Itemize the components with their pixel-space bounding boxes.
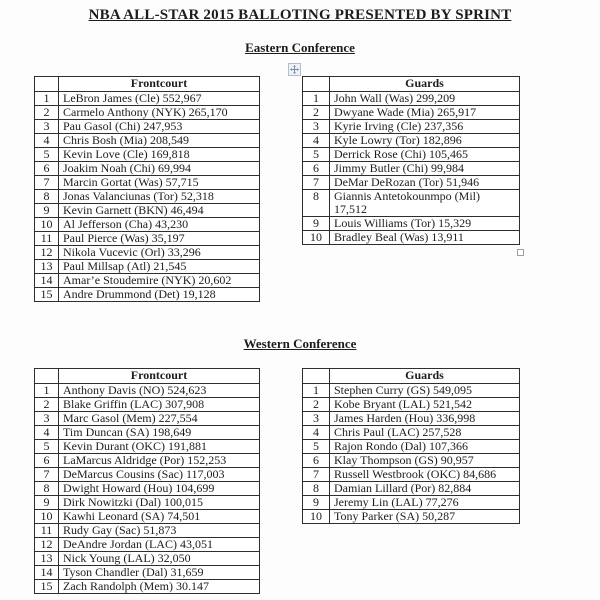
player-rank: 8: [35, 482, 59, 496]
player-rank: 3: [35, 412, 59, 426]
player-entry: Jeremy Lin (LAL) 77,276: [330, 496, 520, 510]
player-entry: Damian Lillard (Por) 82,884: [330, 482, 520, 496]
player-rank: 6: [35, 454, 59, 468]
player-entry: Kawhi Leonard (SA) 74,501: [59, 510, 260, 524]
player-entry: Tim Duncan (SA) 198,649: [59, 426, 260, 440]
player-rank: 11: [35, 232, 59, 246]
move-icon: [290, 65, 299, 74]
table-row: [35, 120, 260, 134]
player-entry: Marc Gasol (Mem) 227,554: [59, 412, 260, 426]
table-row: [35, 134, 260, 148]
table-row: [35, 426, 260, 440]
player-entry: Jimmy Butler (Chi) 99,984: [330, 162, 520, 176]
table-row: [35, 440, 260, 454]
table-row: [303, 440, 520, 454]
table-row: [303, 217, 520, 231]
player-entry: John Wall (Was) 299,209: [330, 92, 520, 106]
table-row: [35, 204, 260, 218]
table-row: [35, 106, 260, 120]
player-rank: 1: [303, 384, 330, 398]
table-row: [303, 426, 520, 440]
player-rank: 2: [35, 106, 59, 120]
player-rank: 12: [35, 246, 59, 260]
player-entry: James Harden (Hou) 336,998: [330, 412, 520, 426]
player-rank: 7: [303, 176, 330, 190]
table-row: [35, 538, 260, 552]
east-frontcourt-column-header: Frontcourt: [59, 77, 260, 92]
player-rank: 13: [35, 260, 59, 274]
player-rank: 8: [35, 190, 59, 204]
west-guards-table: [302, 368, 520, 524]
table-header-row: [35, 77, 260, 92]
table-row: [35, 454, 260, 468]
table-row: [35, 566, 260, 580]
player-entry: Russell Westbrook (OKC) 84,686: [330, 468, 520, 482]
table-row: [35, 288, 260, 302]
player-rank: 6: [303, 454, 330, 468]
table-row: [303, 162, 520, 176]
player-rank: 8: [303, 190, 330, 217]
player-rank: 1: [35, 92, 59, 106]
player-rank: 2: [303, 106, 330, 120]
table-row: [303, 134, 520, 148]
table-row: [35, 468, 260, 482]
table-row: [35, 274, 260, 288]
page-title: NBA ALL-STAR 2015 BALLOTING PRESENTED BY SPRINT: [88, 7, 512, 23]
table-row: [35, 398, 260, 412]
player-entry: Zach Randolph (Mem) 30.147: [59, 580, 260, 594]
player-entry: Kevin Garnett (BKN) 46,494: [59, 204, 260, 218]
player-entry: Rudy Gay (Sac) 51,873: [59, 524, 260, 538]
player-entry: LaMarcus Aldridge (Por) 152,253: [59, 454, 260, 468]
table-row: [303, 190, 520, 217]
table-row: [303, 176, 520, 190]
table-row: [35, 412, 260, 426]
table-row: [303, 468, 520, 482]
table-header-row: [35, 369, 260, 384]
table-row: [35, 148, 260, 162]
player-entry: Andre Drummond (Det) 19,128: [59, 288, 260, 302]
player-entry: Pau Gasol (Chi) 247,953: [59, 120, 260, 134]
player-rank: 1: [303, 92, 330, 106]
player-entry: Giannis Antetokounmpo (Mil) 17,512: [330, 190, 520, 217]
table-row: [35, 524, 260, 538]
table-row: [35, 510, 260, 524]
player-entry: Louis Williams (Tor) 15,329: [330, 217, 520, 231]
west-conference-heading: Western Conference: [243, 336, 357, 351]
table-row: [35, 260, 260, 274]
player-rank: 6: [303, 162, 330, 176]
player-rank: 4: [303, 426, 330, 440]
player-rank: 9: [303, 217, 330, 231]
table-row: [303, 496, 520, 510]
player-rank: 10: [303, 510, 330, 524]
player-entry: Dwyane Wade (Mia) 265,917: [330, 106, 520, 120]
rank-column-header: [35, 369, 59, 384]
table-resize-handle[interactable]: [517, 249, 524, 256]
table-row: [303, 510, 520, 524]
player-entry: Blake Griffin (LAC) 307,908: [59, 398, 260, 412]
player-rank: 12: [35, 538, 59, 552]
table-move-handle[interactable]: [288, 63, 301, 76]
player-entry: Kyrie Irving (Cle) 237,356: [330, 120, 520, 134]
rank-column-header: [303, 369, 330, 384]
player-rank: 14: [35, 274, 59, 288]
player-entry: Anthony Davis (NO) 524,623: [59, 384, 260, 398]
player-rank: 13: [35, 552, 59, 566]
table-row: [303, 92, 520, 106]
west-frontcourt-table: [34, 368, 260, 594]
player-rank: 3: [303, 120, 330, 134]
player-entry: Bradley Beal (Was) 13,911: [330, 231, 520, 245]
player-rank: 5: [35, 148, 59, 162]
table-row: [303, 231, 520, 245]
table-row: [35, 92, 260, 106]
player-rank: 10: [35, 218, 59, 232]
table-row: [35, 580, 260, 594]
table-row: [35, 384, 260, 398]
player-rank: 3: [35, 120, 59, 134]
table-row: [303, 148, 520, 162]
player-rank: 8: [303, 482, 330, 496]
table-row: [35, 176, 260, 190]
player-entry: Paul Millsap (Atl) 21,545: [59, 260, 260, 274]
player-entry: Carmelo Anthony (NYK) 265,170: [59, 106, 260, 120]
player-rank: 7: [35, 468, 59, 482]
player-rank: 9: [35, 496, 59, 510]
player-entry: Kevin Love (Cle) 169,818: [59, 148, 260, 162]
player-entry: Dwight Howard (Hou) 104,699: [59, 482, 260, 496]
table-row: [303, 454, 520, 468]
player-entry: Nick Young (LAL) 32,050: [59, 552, 260, 566]
player-rank: 3: [303, 412, 330, 426]
player-rank: 6: [35, 162, 59, 176]
table-row: [35, 162, 260, 176]
rank-column-header: [35, 77, 59, 92]
player-entry: Kobe Bryant (LAL) 521,542: [330, 398, 520, 412]
player-rank: 4: [35, 134, 59, 148]
player-entry: Paul Pierce (Was) 35,197: [59, 232, 260, 246]
table-row: [303, 384, 520, 398]
east-guards-column-header: Guards: [330, 77, 520, 92]
player-rank: 10: [35, 510, 59, 524]
player-rank: 10: [303, 231, 330, 245]
player-rank: 5: [303, 148, 330, 162]
player-rank: 5: [35, 440, 59, 454]
player-entry: DeAndre Jordan (LAC) 43,051: [59, 538, 260, 552]
west-frontcourt-column-header: Frontcourt: [59, 369, 260, 384]
table-row: [303, 412, 520, 426]
player-entry: Kyle Lowry (Tor) 182,896: [330, 134, 520, 148]
table-row: [35, 190, 260, 204]
table-row: [35, 246, 260, 260]
table-header-row: [303, 369, 520, 384]
table-row: [35, 218, 260, 232]
player-rank: 2: [303, 398, 330, 412]
player-entry: Tony Parker (SA) 50,287: [330, 510, 520, 524]
player-entry: Kevin Durant (OKC) 191,881: [59, 440, 260, 454]
player-entry: LeBron James (Cle) 552,967: [59, 92, 260, 106]
player-rank: 14: [35, 566, 59, 580]
east-guards-table: [302, 76, 520, 245]
player-entry: Stephen Curry (GS) 549,095: [330, 384, 520, 398]
player-entry: Chris Bosh (Mia) 208,549: [59, 134, 260, 148]
player-entry: Amar’e Stoudemire (NYK) 20,602: [59, 274, 260, 288]
player-rank: 9: [303, 496, 330, 510]
player-entry: Dirk Nowitzki (Dal) 100,015: [59, 496, 260, 510]
player-entry: Jonas Valanciunas (Tor) 52,318: [59, 190, 260, 204]
player-entry: Klay Thompson (GS) 90,957: [330, 454, 520, 468]
player-rank: 7: [35, 176, 59, 190]
player-entry: Joakim Noah (Chi) 69,994: [59, 162, 260, 176]
player-entry: Rajon Rondo (Dal) 107,366: [330, 440, 520, 454]
player-entry: Nikola Vucevic (Orl) 33,296: [59, 246, 260, 260]
player-rank: 1: [35, 384, 59, 398]
player-rank: 15: [35, 580, 59, 594]
player-entry: Derrick Rose (Chi) 105,465: [330, 148, 520, 162]
player-entry: Chris Paul (LAC) 257,528: [330, 426, 520, 440]
table-row: [303, 482, 520, 496]
table-row: [35, 552, 260, 566]
table-row: [35, 482, 260, 496]
table-row: [35, 496, 260, 510]
table-header-row: [303, 77, 520, 92]
player-rank: 11: [35, 524, 59, 538]
player-entry: Al Jefferson (Cha) 43,230: [59, 218, 260, 232]
player-rank: 15: [35, 288, 59, 302]
player-entry: Tyson Chandler (Dal) 31,659: [59, 566, 260, 580]
player-entry: DeMar DeRozan (Tor) 51,946: [330, 176, 520, 190]
player-rank: 5: [303, 440, 330, 454]
player-rank: 7: [303, 468, 330, 482]
player-rank: 4: [35, 426, 59, 440]
west-guards-column-header: Guards: [330, 369, 520, 384]
player-rank: 4: [303, 134, 330, 148]
table-row: [303, 106, 520, 120]
player-entry: Marcin Gortat (Was) 57,715: [59, 176, 260, 190]
table-row: [303, 120, 520, 134]
rank-column-header: [303, 77, 330, 92]
table-row: [303, 398, 520, 412]
east-conference-heading: Eastern Conference: [245, 40, 355, 55]
east-frontcourt-table: [34, 76, 260, 302]
player-rank: 9: [35, 204, 59, 218]
player-rank: 2: [35, 398, 59, 412]
table-row: [35, 232, 260, 246]
player-entry: DeMarcus Cousins (Sac) 117,003: [59, 468, 260, 482]
